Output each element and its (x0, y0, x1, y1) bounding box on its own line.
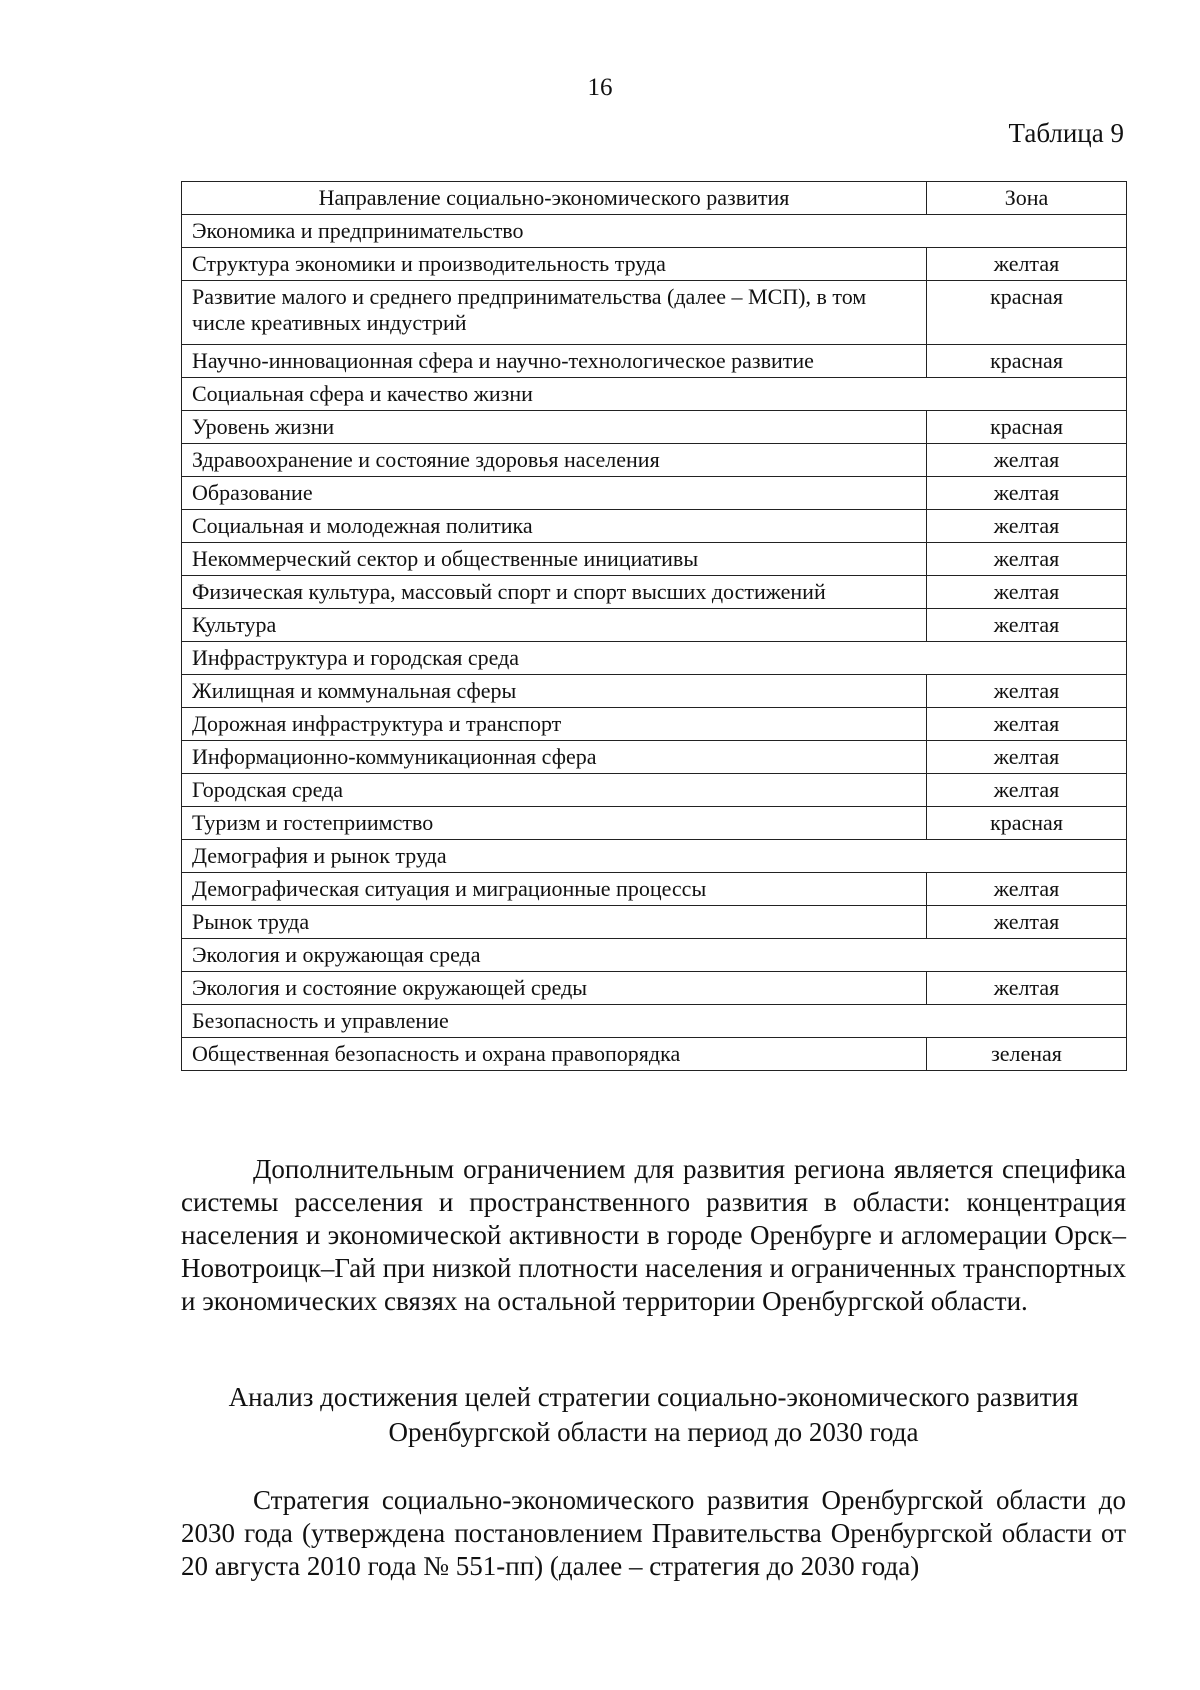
zone-value: желтая (927, 972, 1127, 1005)
table-row (182, 1038, 1127, 1071)
table-row (182, 510, 1127, 543)
zone-value: желтая (927, 906, 1127, 939)
table-section-row (182, 642, 1127, 675)
direction-name: Жилищная и коммунальная сферы (182, 675, 927, 708)
table-row (182, 543, 1127, 576)
table-row (182, 248, 1127, 281)
zone-value: желтая (927, 708, 1127, 741)
zone-value: желтая (927, 873, 1127, 906)
direction-name: Культура (182, 609, 927, 642)
table-section-row (182, 378, 1127, 411)
zone-value: желтая (927, 741, 1127, 774)
section-name: Социальная сфера и качество жизни (182, 378, 1127, 411)
table-section-row (182, 215, 1127, 248)
zone-value: красная (927, 807, 1127, 840)
zone-value: желтая (927, 576, 1127, 609)
section-name: Экономика и предпринимательство (182, 215, 1127, 248)
paragraph-settlement-constraints: Дополнительным ограничением для развития региона является специфика системы расселения и пространственного развития в области: концентрация населения и экономической активности в городе Оренбурге и агломерации Орск–Новотроицк–Гай при низкой плотности населения и ограниченных транспортных и экономических связях на остальной территории Оренбургской области. (181, 1154, 1126, 1316)
direction-name: Экология и состояние окружающей среды (182, 972, 927, 1005)
direction-name: Информационно-коммуникационная сфера (182, 741, 927, 774)
direction-name: Здравоохранение и состояние здоровья населения (182, 444, 927, 477)
table-row (182, 477, 1127, 510)
direction-name: Развитие малого и среднего предпринимательства (далее – МСП), в том числе креативных индустрий (182, 281, 927, 345)
section-heading-line1: Анализ достижения целей стратегии социально-экономического развития (228, 1382, 1079, 1412)
table-row (182, 281, 1127, 345)
table-row (182, 708, 1127, 741)
direction-name: Структура экономики и производительность труда (182, 248, 927, 281)
zone-value: желтая (927, 543, 1127, 576)
header-zone: Зона (927, 182, 1127, 215)
section-name: Безопасность и управление (182, 1005, 1127, 1038)
table-section-row (182, 939, 1127, 972)
zone-value: желтая (927, 510, 1127, 543)
direction-name: Дорожная инфраструктура и транспорт (182, 708, 927, 741)
table-row (182, 774, 1127, 807)
zone-value: красная (927, 411, 1127, 444)
table-body (182, 215, 1127, 1071)
table-caption: Таблица 9 (1008, 118, 1124, 148)
table-row (182, 906, 1127, 939)
zone-value: желтая (927, 675, 1127, 708)
section-name: Экология и окружающая среда (182, 939, 1127, 972)
zones-table (181, 181, 1127, 1071)
section-heading (181, 1380, 1126, 1450)
direction-name: Демографическая ситуация и миграционные процессы (182, 873, 927, 906)
table-row (182, 576, 1127, 609)
header-direction: Направление социально-экономического развития (182, 182, 927, 215)
zone-value: зеленая (927, 1038, 1127, 1071)
table-section-row (182, 840, 1127, 873)
table-row (182, 609, 1127, 642)
table-header-row (182, 182, 1127, 215)
table-row (182, 675, 1127, 708)
zone-value: красная (927, 345, 1127, 378)
table-row (182, 873, 1127, 906)
direction-name: Некоммерческий сектор и общественные инициативы (182, 543, 927, 576)
section-name: Инфраструктура и городская среда (182, 642, 1127, 675)
table-row (182, 807, 1127, 840)
direction-name: Общественная безопасность и охрана правопорядка (182, 1038, 927, 1071)
table-row (182, 972, 1127, 1005)
direction-name: Рынок труда (182, 906, 927, 939)
direction-name: Физическая культура, массовый спорт и спорт высших достижений (182, 576, 927, 609)
direction-name: Социальная и молодежная политика (182, 510, 927, 543)
zone-value: желтая (927, 609, 1127, 642)
table-row (182, 411, 1127, 444)
zone-value: желтая (927, 477, 1127, 510)
table-section-row (182, 1005, 1127, 1038)
table-row (182, 345, 1127, 378)
direction-name: Городская среда (182, 774, 927, 807)
zone-value: желтая (927, 444, 1127, 477)
zone-value: желтая (927, 248, 1127, 281)
direction-name: Образование (182, 477, 927, 510)
direction-name: Уровень жизни (182, 411, 927, 444)
paragraph-strategy-2030: Стратегия социально-экономического развития Оренбургской области до 2030 года (утверждена постановлением Правительства Оренбургской области от 20 августа 2010 года № 551-пп) (далее – стратегия до 2030 года) (181, 1485, 1126, 1581)
zone-value: красная (927, 281, 1127, 345)
table-row (182, 444, 1127, 477)
section-heading-line2: Оренбургской области на период до 2030 года (388, 1417, 919, 1447)
zone-value: желтая (927, 774, 1127, 807)
table-row (182, 741, 1127, 774)
section-name: Демография и рынок труда (182, 840, 1127, 873)
direction-name: Туризм и гостеприимство (182, 807, 927, 840)
direction-name: Научно-инновационная сфера и научно-технологическое развитие (182, 345, 927, 378)
page-number: 16 (587, 74, 613, 101)
